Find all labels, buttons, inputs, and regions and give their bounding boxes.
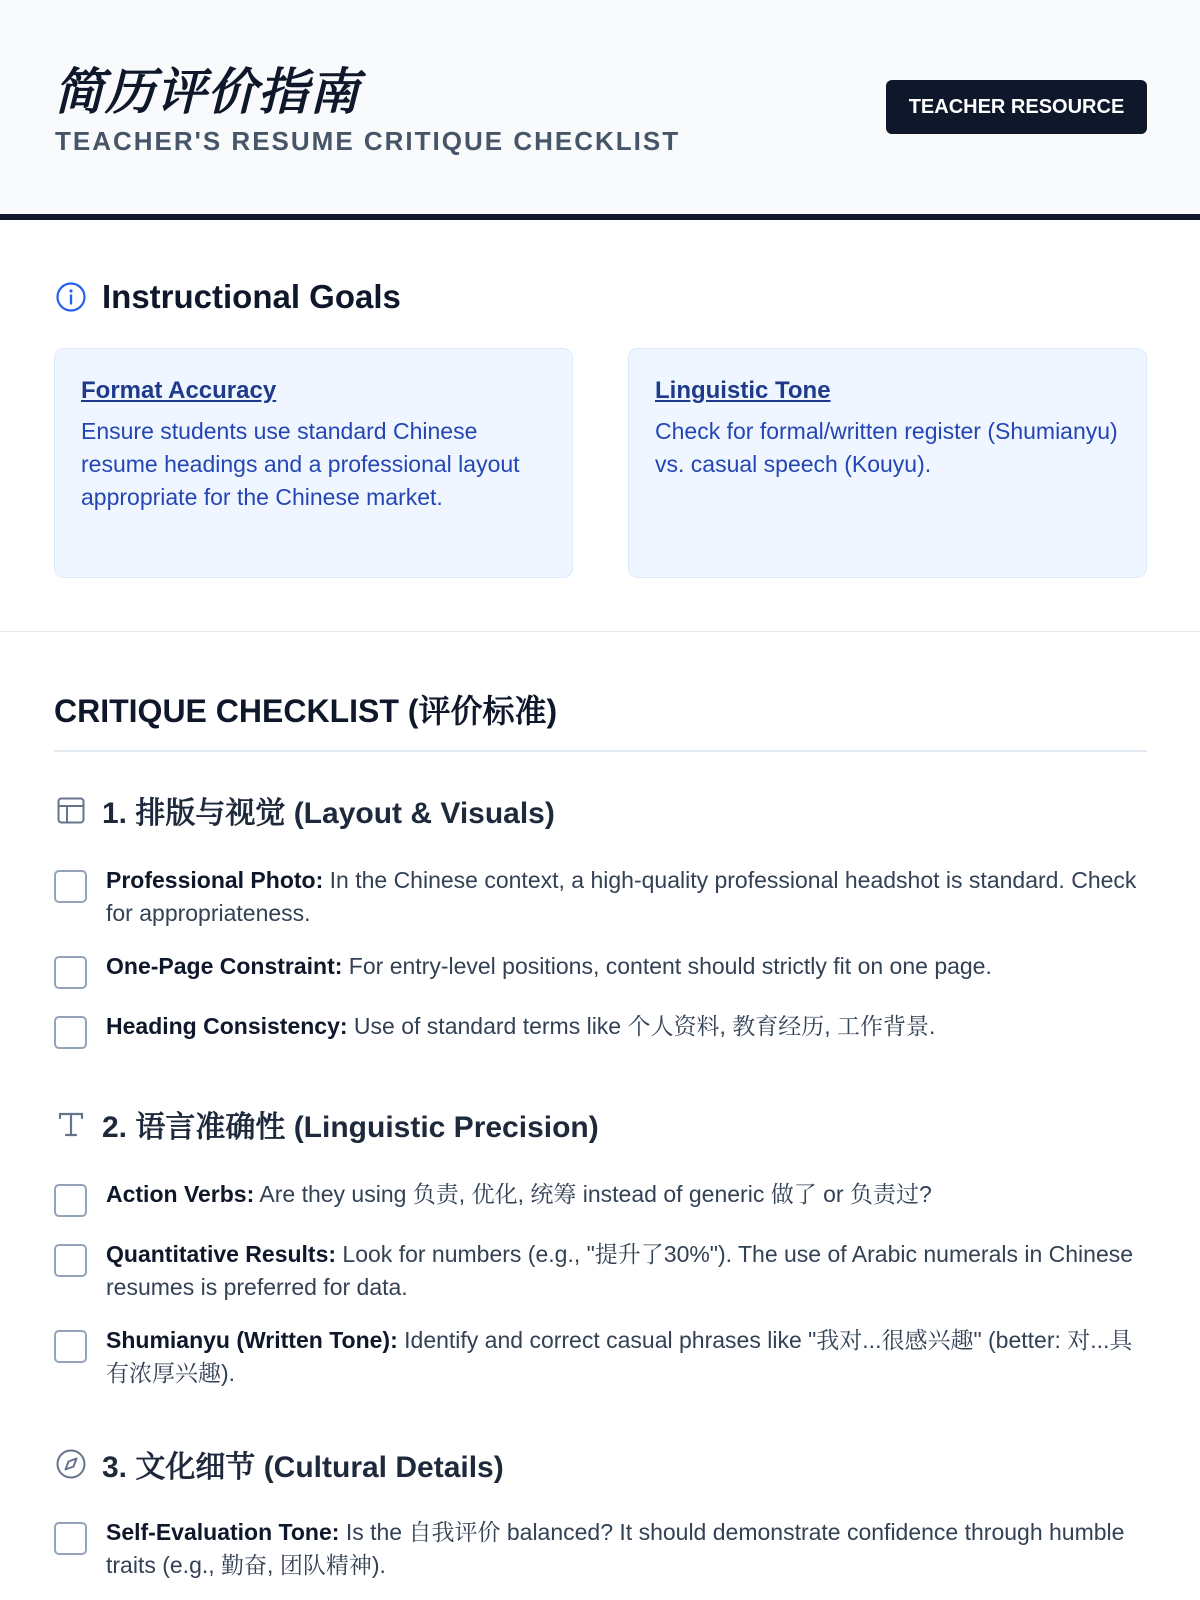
checklist-section-cultural: [54, 1444, 1147, 1578]
type-icon: [54, 1107, 88, 1141]
critique-checklist: [54, 686, 1147, 752]
item-label: Shumianyu (Written Tone):: [106, 1327, 398, 1353]
checklist-item: [54, 1178, 1147, 1217]
info-circle-icon: [54, 280, 88, 314]
goal-card-text: Check for formal/written register (Shumianyu) vs. casual speech (Kouyu).: [655, 418, 1118, 477]
section-heading-label: 2. 语言准确性 (Linguistic Precision): [102, 1111, 599, 1144]
goal-card-linguistic-tone: [628, 348, 1147, 578]
section-heading-label: 3. 文化细节 (Cultural Details): [102, 1451, 504, 1484]
checkbox[interactable]: [54, 870, 87, 903]
item-description: Look for numbers (e.g., "提升了30%"). The use of Arabic numerals in Chinese resumes is preferred for data.: [106, 1241, 1134, 1300]
section-heading: [54, 1104, 1147, 1144]
section-heading: [54, 1444, 1147, 1484]
item-description: Use of standard terms like 个人资料, 教育经历, 工作背景.: [347, 1013, 936, 1039]
item-description: Are they using 负责, 优化, 统筹 instead of generic 做了 or 负责过?: [254, 1181, 932, 1207]
checklist-item: [54, 1238, 1147, 1304]
goal-card-title: Format Accuracy: [81, 377, 277, 404]
page-header: [0, 0, 1200, 220]
item-description: Is the 自我评价 balanced? It should demonstrate confidence through humble traits (e.g., 勤奋, 团队精神).: [106, 1519, 1125, 1578]
checkbox[interactable]: [54, 1184, 87, 1217]
goals-heading: [54, 278, 401, 316]
page-title: 简历评价指南: [54, 63, 360, 121]
goal-card-format-accuracy: [54, 348, 573, 578]
checkbox[interactable]: [54, 1522, 87, 1555]
goals-heading-label: Instructional Goals: [102, 278, 401, 315]
item-label: Action Verbs:: [106, 1181, 255, 1207]
goal-card-text: Ensure students use standard Chinese resume headings and a professional layout appropriate for the Chinese market.: [81, 418, 520, 510]
item-label: Quantitative Results:: [106, 1241, 337, 1267]
checklist-item: [54, 1516, 1147, 1582]
checkbox[interactable]: [54, 1244, 87, 1277]
teacher-resource-badge: TEACHER RESOURCE: [886, 80, 1147, 134]
checklist-item: [54, 1010, 1147, 1049]
goal-card-title: Linguistic Tone: [655, 377, 831, 404]
item-description: For entry-level positions, content should strictly fit on one page.: [342, 953, 992, 979]
checklist-section-linguistic: [54, 1104, 1147, 1386]
compass-icon: [54, 1447, 88, 1481]
item-description: In the Chinese context, a high-quality professional headshot is standard. Check for appropriateness.: [106, 867, 1137, 926]
checkbox[interactable]: [54, 1330, 87, 1363]
section-heading-label: 1. 排版与视觉 (Layout & Visuals): [102, 797, 555, 830]
instructional-goals-section: [0, 226, 1200, 632]
checklist-item: [54, 864, 1147, 930]
item-description: Identify and correct casual phrases like "我对...很感兴趣" (better: 对...具有浓厚兴趣).: [106, 1327, 1133, 1386]
item-label: Self-Evaluation Tone:: [106, 1519, 340, 1545]
item-label: Professional Photo:: [106, 867, 324, 893]
layout-icon: [54, 793, 88, 827]
checkbox[interactable]: [54, 956, 87, 989]
checklist-item: [54, 950, 1147, 989]
section-heading: [54, 790, 1147, 830]
checkbox[interactable]: [54, 1016, 87, 1049]
item-label: One-Page Constraint:: [106, 953, 343, 979]
checklist-item: [54, 1324, 1147, 1390]
page-subtitle: TEACHER'S RESUME CRITIQUE CHECKLIST: [55, 126, 681, 156]
item-label: Heading Consistency:: [106, 1013, 348, 1039]
checklist-title: CRITIQUE CHECKLIST (评价标准): [54, 686, 1147, 752]
checklist-section-layout: [54, 790, 1147, 1039]
